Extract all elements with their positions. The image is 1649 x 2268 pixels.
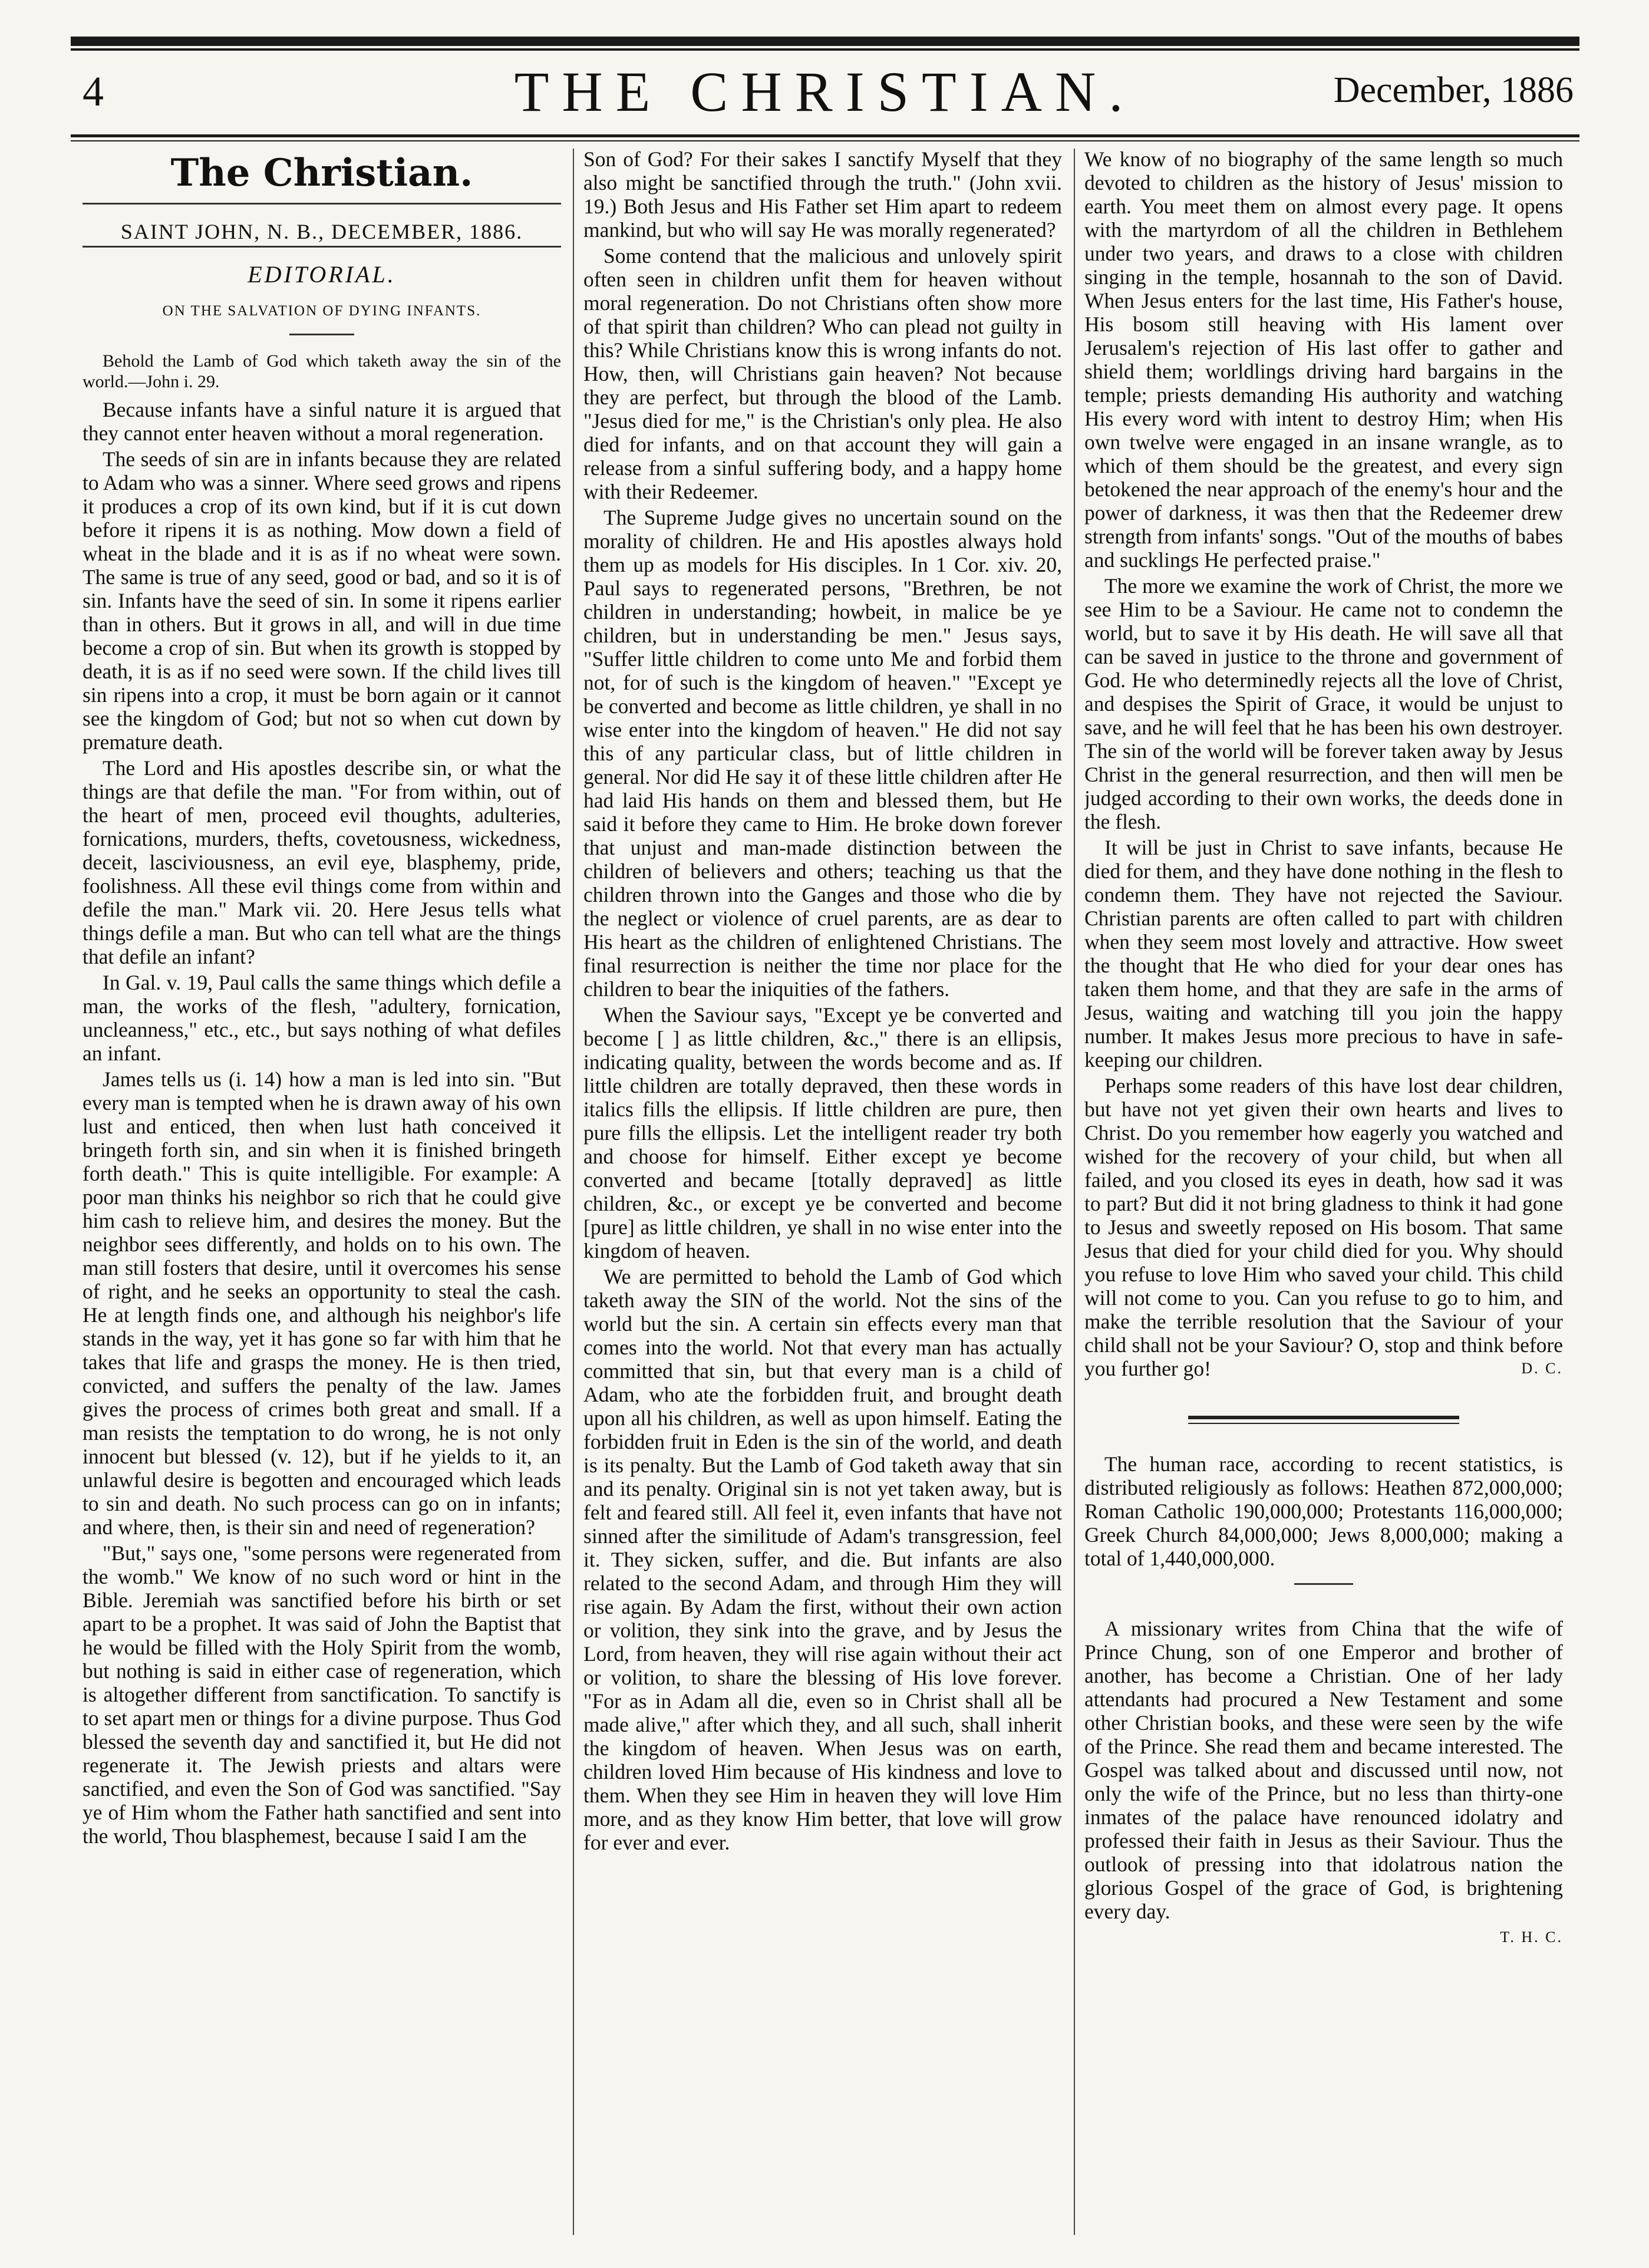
paragraph: The more we examine the work of Christ, the more we see Him to be a Saviour. He came not to condemn the world, but to save it by His death. He will save all that can be saved in justice to the throne and government of God. He who determinedly rejects all the love of Christ, and despises the Spirit of Grace, it would be unjust to save, and he will feel that he has been his own destroyer. The sin of the world will be forever taken away by Jesus Christ in the general resurrection, and then will men be judged according to their own works, the deeds done in the flesh. (1084, 574, 1563, 833)
section-rule (1188, 1416, 1459, 1424)
paragraph: The Supreme Judge gives no uncertain sound on the morality of children. He and His apostles always hold them up as models for His disciples. In 1 Cor. xiv. 20, Paul says to regenerated persons, "Brethren, be not children in understanding; howbeit, in malice be ye children, but in understanding be men." Jesus says, "Suffer little children to come unto Me and forbid them not, for of such is the kingdom of heaven." "Except ye be converted and become as little children, ye shall in no wise enter into the kingdom of heaven." He did not say this of any particular class, but of little children in general. Nor did He say it of these little children after He had laid His hands on them and blessed them, but He said it before they came to Him. He broke down forever that unjust and man-made distinction between the children of believers and others; teaching us that the children thrown into the Ganges and those who die by the neglect or violence of cruel parents, are as dear to His heart as the children of enlightened Christians. The final resurrection is neither the time nor place for the children to bear the iniquities of the fathers. (583, 506, 1062, 1001)
section-label: EDITORIAL. (248, 261, 396, 288)
paragraph: Because infants have a sinful nature it is argued that they cannot enter heaven without a moral regeneration. (83, 398, 561, 445)
paragraph (1084, 1074, 1563, 1380)
page-number: 4 (83, 68, 104, 115)
header-rule (71, 134, 1579, 137)
paragraph: Some contend that the malicious and unlovely spirit often seen in children unfit them for heaven without moral regeneration. Do not Christians often show more of that spirit than children? Who can plead not guilty in this? While Christians know this is wrong infants do not. How, then, will Christians gain heaven? Not because they are perfect, but through the blood of the Lamb. "Jesus died for me," is the Christian's only plea. He also died for infants, and on that account they will gain a release from a sinful suffering body, and a happy home with their Redeemer. (583, 244, 1062, 503)
article-title: ON THE SALVATION OF DYING INFANTS. (162, 303, 481, 319)
divider (83, 246, 561, 248)
paragraph: The Lord and His apostles describe sin, or what the things are that defile the man. "For from within, out of the heart of men, proceed evil thoughts, adulteries, fornications, murders, thefts, covetousness, wickedness, deceit, lasciviousness, an evil eye, blasphemy, pride, foolishness. All these evil things come from within and defile the man." Mark vii. 20. Here Jesus tells what things defile a man. But who can tell what are the things that defile an infant? (83, 756, 561, 968)
paragraph: In Gal. v. 19, Paul calls the same things which defile a man, the works of the flesh, "adultery, fornication, uncleanness," etc., etc., but says nothing of what defiles an infant. (83, 971, 561, 1065)
paper-name: The Christian. (170, 151, 473, 195)
top-border-thin (71, 48, 1579, 51)
paragraph: We know of no biography of the same length so much devoted to children as the history of Jesus' mission to earth. You meet them on almost every page. It opens with the martyrdom of all the children in Bethlehem under two years, and draws to a close with children singing in the temple, hosannah to the son of David. When Jesus enters for the last time, His Father's house, His bosom still heaving with His lament over Jerusalem's rejection of His last offer to gather and shield them; worldlings driving hard bargains in the temple; priests demanding His authority and watching His every word with intent to destroy Him; when His own twelve were engaged in an insane wrangle, as to which of them should be the greatest, and every sign betokened the near approach of the enemy's hour and the power of darkness, it was then that the Redeemer drew strength from infants' songs. "Out of the mouths of babes and sucklings He perfected praise." (1084, 147, 1563, 572)
newspaper-title: THE CHRISTIAN. (514, 60, 1136, 123)
header-rule-thin (71, 140, 1579, 141)
paragraph: It will be just in Christ to save infants, because He died for them, and they have done nothing in the flesh to condemn them. They have not rejected the Saviour. Christian parents are often called to part with children when they seem most lovely and attractive. How sweet the thought that He who died for your dear ones has taken them home, and that they are safe in the arms of Jesus, waiting and watching till you join the happy number. It makes Jesus more precious to have in safe-keeping our children. (1084, 836, 1563, 1072)
epigraph: Behold the Lamb of God which taketh away the sin of the world.—John i. 29. (83, 351, 561, 391)
paragraph: James tells us (i. 14) how a man is led into sin. "But every man is tempted when he is drawn away of his own lust and enticed, then when lust hath conceived it bringeth forth sin, and sin when it is finished bringeth forth death." This is quite intelligible. For example: A poor man thinks his neighbor so rich that he could give him cash to relieve him, and desires the money. But the neighbor sees differently, and holds on to his own. The man still fosters that desire, until it overcomes his sense of right, and he seeks an opportunity to steal the cash. He at length finds one, and although his neighbor's life stands in the way, yet it has gone so far with him that he takes that life and grasps the money. He is then tried, convicted, and suffers the penalty of the law. James gives the process of crimes both great and small. If a man resists the temptation to do wrong, he is not only innocent but blessed (v. 12), but if he yields to it, an unlawful desire is begotten and encouraged which leads to sin and death. No such process can go on in infants; and where, then, is their sin and need of regeneration? (83, 1067, 561, 1539)
column-1 (83, 147, 561, 2234)
dateline: SAINT JOHN, N. B., DECEMBER, 1886. (120, 220, 523, 243)
column-2 (583, 147, 1062, 2234)
divider (1294, 1583, 1353, 1585)
column-divider (1074, 149, 1075, 2235)
paragraph: The seeds of sin are in infants because they are related to Adam who was a sinner. Where seed grows and ripens it produces a crop of its own kind, but if it is cut down before it ripens it is as nothing. Mow down a field of wheat in the blade and it is as if no wheat were sown. The same is true of any seed, good or bad, and so it is of sin. Infants have the seed of sin. In some it ripens earlier than in others. But it grows in all, and will in due time become a crop of sin. But when its growth is stopped by death, it is as if no seed were sown. If the child lives till sin ripens into a crop, it must be born again or it cannot see the kingdom of God; but not so when cut down by premature death. (83, 447, 561, 754)
paragraph-text: Perhaps some readers of this have lost dear children, but have not yet given their own hearts and lives to Christ. Do you remember how eagerly you watched and wished for the recovery of your child, but when all failed, and you closed its eyes in death, how sad it was to part? But did it not bring gladness to think it had gone to Jesus and sweetly reposed on His bosom. That same Jesus that died for your child died for you. Why should you refuse to love Him who saved your child. This child will not come to you. Can you refuse to go to him, and make the terrible resolution that the Saviour of your child shall not be your Saviour? O, stop and think before you further go! (1084, 1074, 1563, 1380)
paragraph: We are permitted to behold the Lamb of God which taketh away the SIN of the world. Not the sins of the world but the sin. A certain sin effects every man that comes into the world. Not that every man has actually committed that sin, but that every man is a child of Adam, who ate the forbidden fruit, and brought death upon all his children, as well as upon himself. Eating the forbidden fruit in Eden is the sin of the world, and death is its penalty. But the Lamb of God taketh away that sin and its penalty. Original sin is not yet taken away, but is felt and feared still. All feel it, even infants that have not sinned after the similitude of Adam's transgression, feel it. They sicken, suffer, and die. But infants are also related to the second Adam, and through Him they will rise again. By Adam the first, without their own action or volition, they sink into the grave, and by Jesus the Lord, from heaven, they will rise again without their act or volition, to share the blessing of His love forever. "For as in Adam all die, even so in Christ shall all be made alive," after which they, and all such, shall inherit the kingdom of heaven. When Jesus was on earth, children loved Him because of His kindness and love to them. When they see Him in heaven they will love Him more, and as they know Him better, that love will grow for ever and ever. (583, 1265, 1062, 1854)
column-3 (1084, 147, 1563, 2234)
top-border (71, 37, 1579, 46)
issue-date: December, 1886 (1333, 70, 1574, 110)
author-signature: D. C. (1521, 1360, 1563, 1377)
statistics-note: The human race, according to recent statistics, is distributed religiously as follows: Heathen 872,000,000; Roman Catholic 190,000,000; Protestants 116,000,000; Greek Church 84,000,000; Jews 8,000,000; making a total of 1,440,000,000. (1084, 1452, 1563, 1570)
divider (83, 203, 561, 205)
column-divider (573, 149, 574, 2235)
paragraph: Son of God? For their sakes I sanctify Myself that they also might be sanctified through the truth." (John xvii. 19.) Both Jesus and His Father set Him apart to redeem mankind, but who will say He was morally regenerated? (583, 147, 1062, 242)
paragraph: "But," says one, "some persons were regenerated from the womb." We know of no such word or hint in the Bible. Jeremiah was sanctified before his birth or set apart to be a prophet. It was said of John the Baptist that he would be filled with the Holy Spirit from the womb, but nothing is said in either case of regeneration, which is altogether different from sanctification. To sanctify is to set apart men or things for a divine purpose. Thus God blessed the seventh day and sanctified it, but He did not regenerate it. The Jewish priests and altars were sanctified, and even the Son of God was sanctified. "Say ye of Him whom the Father hath sanctified and sent into the world, Thou blasphemest, because I said I am the (83, 1541, 561, 1848)
missionary-note: A missionary writes from China that the wife of Prince Chung, son of one Emperor and brother of another, has become a Christian. One of her lady attendants had procured a New Testament and some other Christian books, and these were seen by the wife of the Prince. She read them and became interested. The Gospel was talked about and discussed until now, not only the wife of the Prince, but no less than thirty-one inmates of the palace have renounced idolatry and professed their faith in Jesus as their Saviour. Thus the outlook of pressing into that idolatrous nation the glorious Gospel of the grace of God, is brightening every day. (1084, 1617, 1563, 1923)
page-header (71, 57, 1579, 133)
divider (289, 334, 354, 335)
paragraph: When the Saviour says, "Except ye be converted and become [ ] as little children, &c.," there is an ellipsis, indicating quality, between the words become and as. If little children are totally depraved, then these words in italics fills the ellipsis. If little children are pure, then pure fills the ellipsis. Let the intelligent reader try both and choose for himself. Either except ye become converted and became [totally depraved] as little children, &c., or except ye be converted and become [pure] as little children, ye shall in no wise enter into the kingdom of heaven. (583, 1003, 1062, 1262)
note-signature: T. H. C. (1500, 1929, 1563, 1946)
